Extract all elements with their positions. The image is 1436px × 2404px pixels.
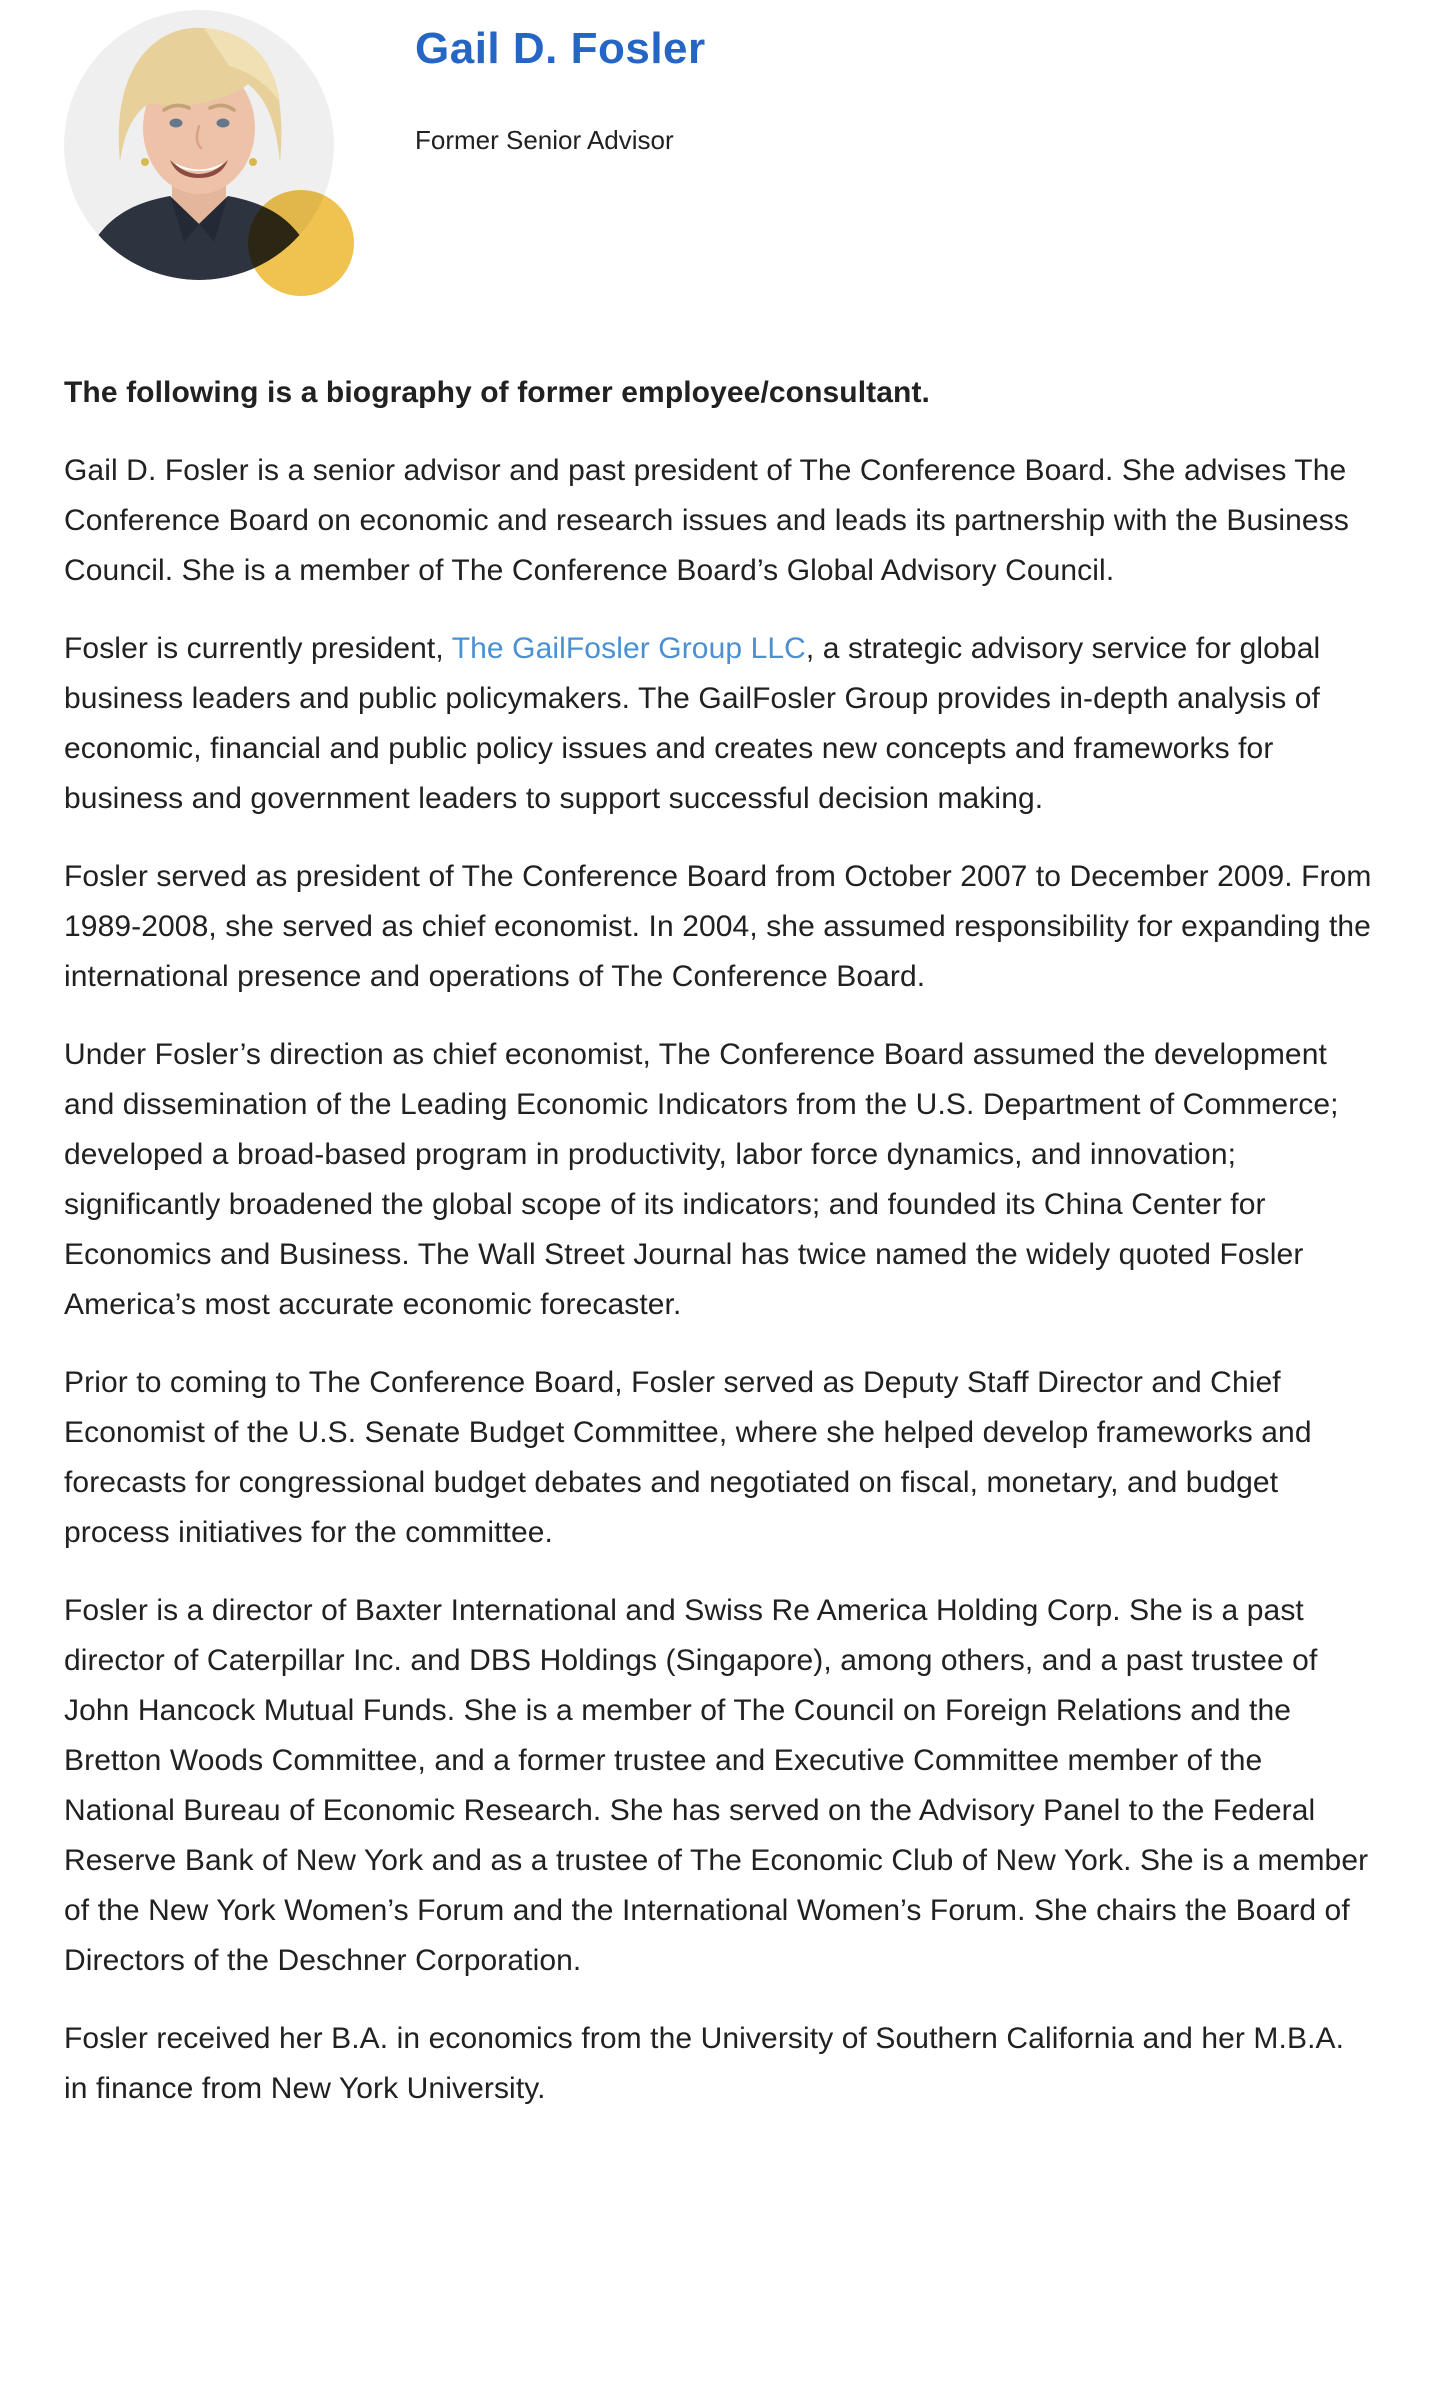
avatar-wrap	[64, 10, 334, 298]
bio-paragraph	[64, 624, 1374, 824]
bio-paragraph-text: , a strategic advisory service for global business leaders and public policymakers. The GailFosler Group provides in-depth analysis of economic, financial and public policy issues and creates new concepts and frameworks for business and government leaders to support successful decision making.	[64, 632, 1321, 815]
bio-intro-note: The following is a biography of former employee/consultant.	[64, 376, 930, 409]
page-title: Gail D. Fosler	[415, 24, 706, 73]
bio-paragraph: Fosler is a director of Baxter International and Swiss Re America Holding Corp. She is a past director of Caterpillar Inc. and DBS Holdings (Singapore), among others, and a past trustee of John Hancock Mutual Funds. She is a member of The Council on Foreign Relations and the Bretton Woods Committee, and a former trustee and Executive Committee member of the National Bureau of Economic Research. She has served on the Advisory Panel to the Federal Reserve Bank of New York and as a trustee of The Economic Club of New York. She is a member of the New York Women’s Forum and the International Women’s Forum. She chairs the Board of Directors of the Deschner Corporation.	[64, 1594, 1369, 1977]
bio-paragraph: Under Fosler’s direction as chief economist, The Conference Board assumed the development and dissemination of the Leading Economic Indicators from the U.S. Department of Commerce; developed a broad-based program in productivity, labor force dynamics, and innovation; significantly broadened the global scope of its indicators; and founded its China Center for Economics and Business. The Wall Street Journal has twice named the widely quoted Fosler America’s most accurate economic forecaster.	[64, 1038, 1339, 1321]
bio-paragraph: Prior to coming to The Conference Board, Fosler served as Deputy Staff Director and Chief Economist of the U.S. Senate Budget Committee, where she helped develop frameworks and forecasts for congressional budget debates and negotiated on fiscal, monetary, and budget process initiatives for the committee.	[64, 1366, 1312, 1549]
bio-paragraph: Fosler received her B.A. in economics from the University of Southern California and her M.B.A. in finance from New York University.	[64, 2022, 1345, 2105]
bio-paragraph-text: Fosler is currently president,	[64, 632, 452, 665]
biography-section	[64, 368, 1374, 2114]
bio-paragraph: Fosler served as president of The Conference Board from October 2007 to December 2009. From 1989-2008, she served as chief economist. In 2004, she assumed responsibility for expanding the international presence and operations of The Conference Board.	[64, 860, 1372, 993]
bio-paragraph: Gail D. Fosler is a senior advisor and past president of The Conference Board. She advises The Conference Board on economic and research issues and leads its partnership with the Business Council. She is a member of The Conference Board’s Global Advisory Council.	[64, 454, 1349, 587]
header-text	[415, 10, 706, 156]
person-role-subtitle: Former Senior Advisor	[415, 124, 674, 155]
gailfosler-group-link[interactable]: The GailFosler Group LLC	[451, 632, 806, 665]
profile-header	[64, 10, 1396, 298]
accent-circle-decoration	[248, 190, 354, 296]
